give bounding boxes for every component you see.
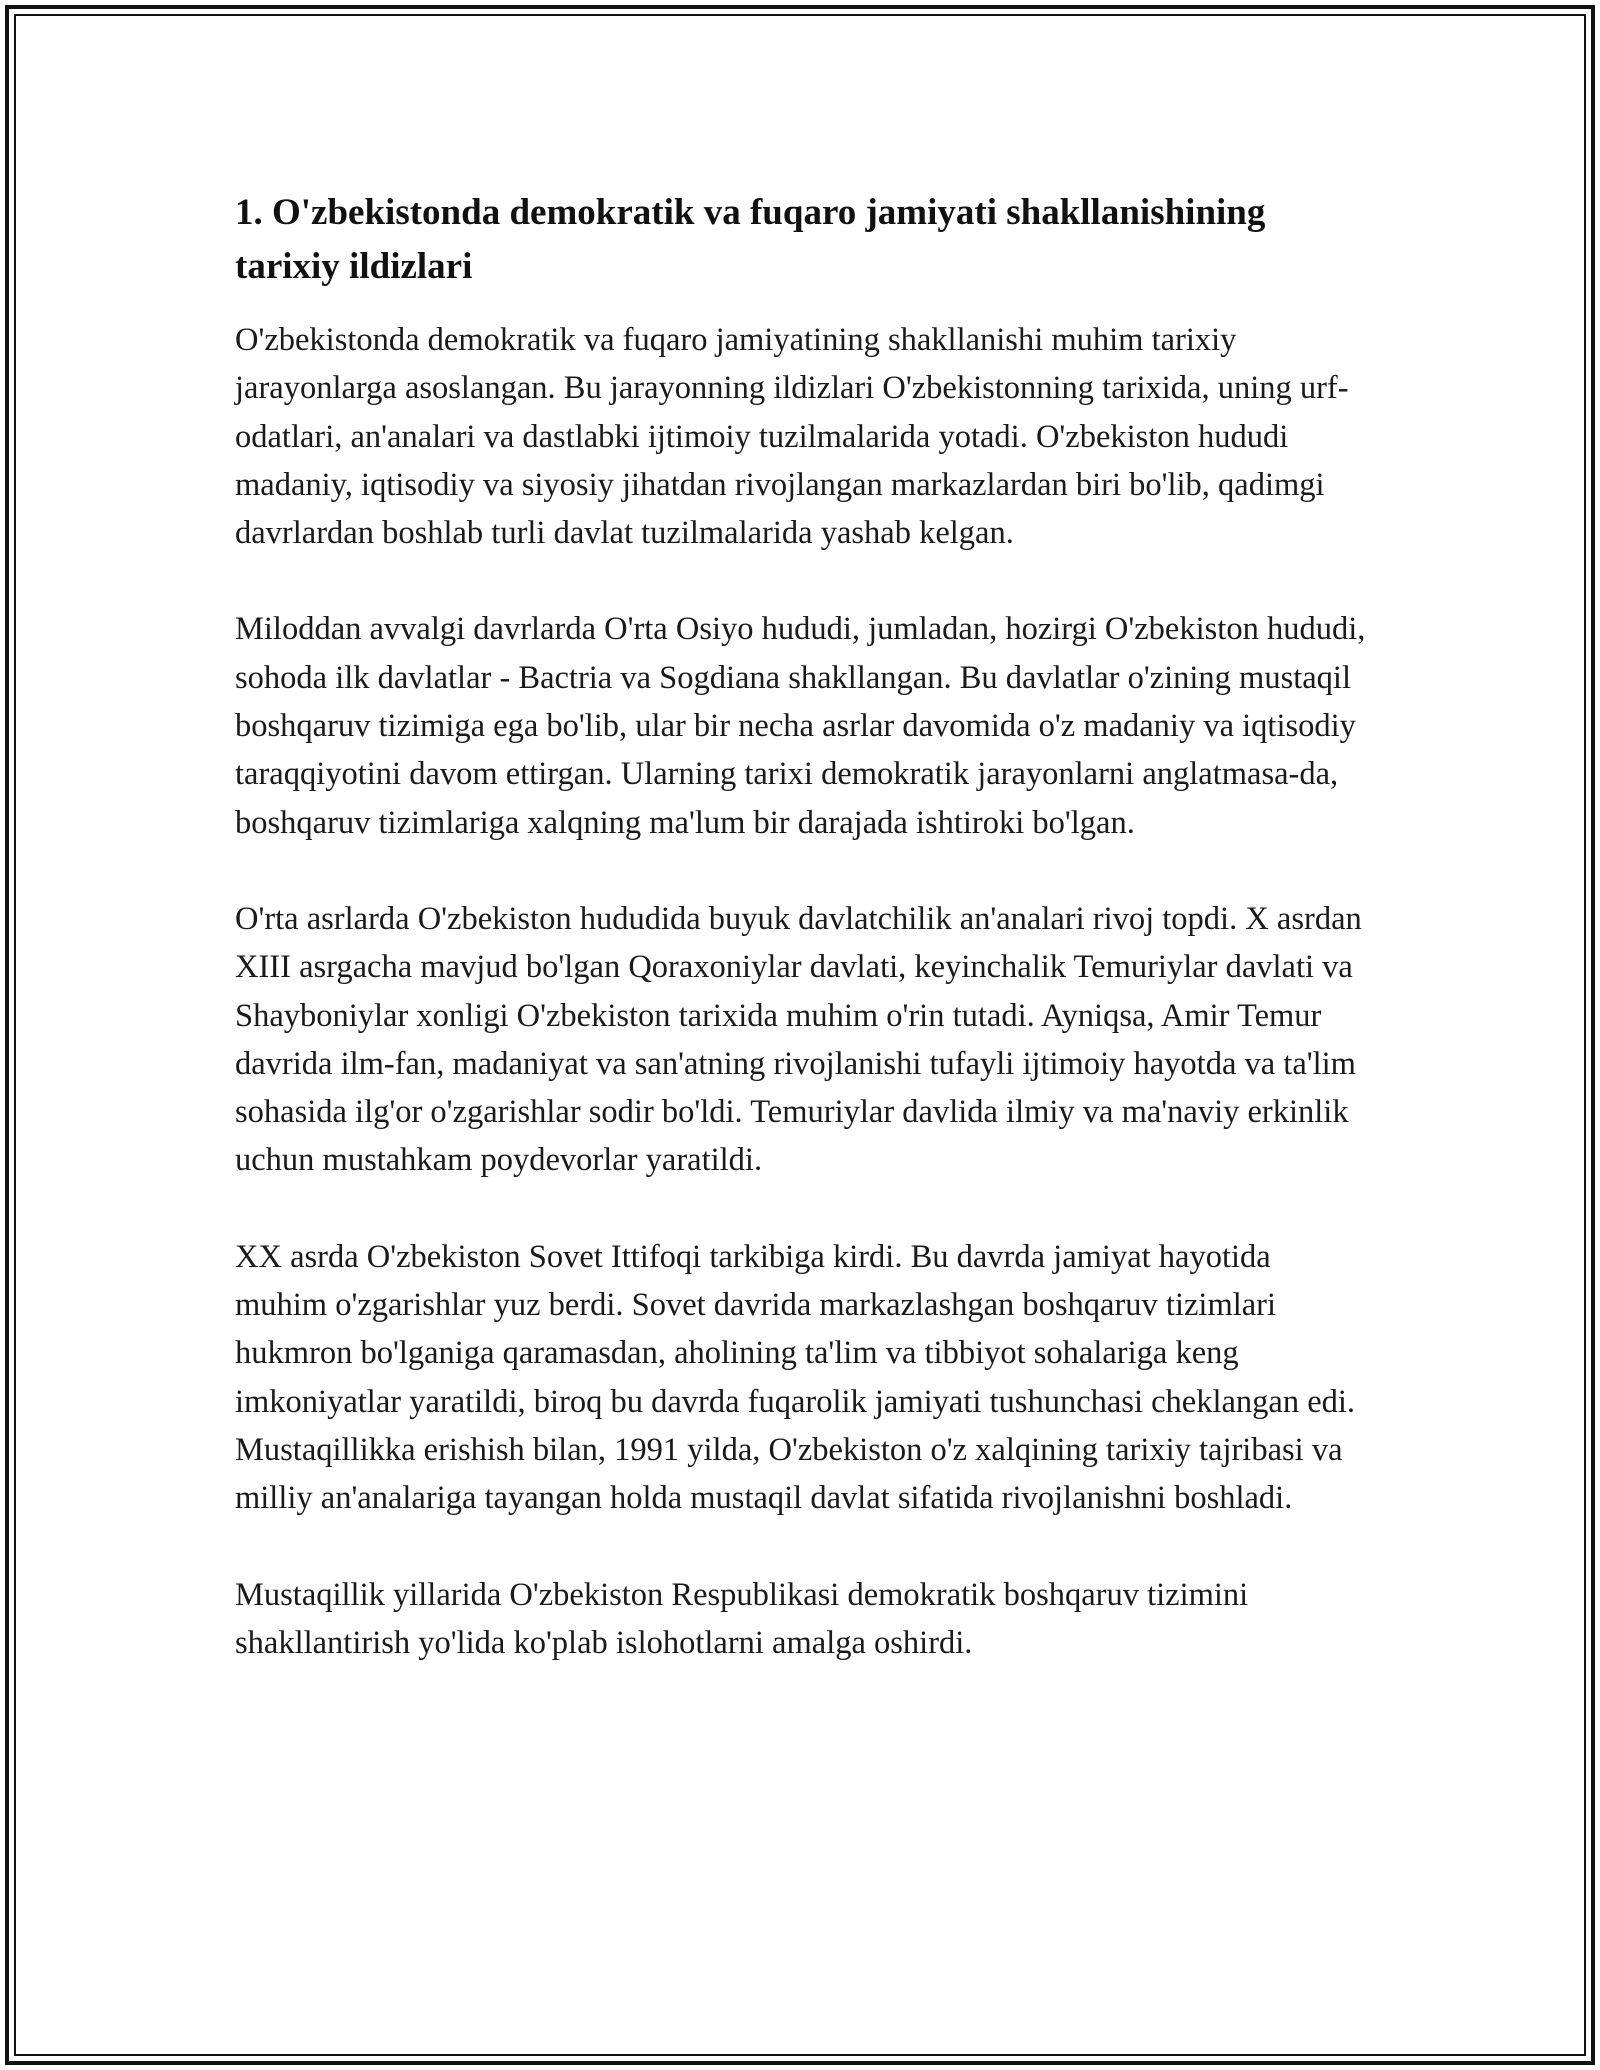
paragraph-3: O'rta asrlarda O'zbekiston hududida buyuk davlatchilik an'analari rivoj topdi. X asrdan XIII asrgacha mavjud bo'lgan Qoraxoniylar davlati, keyinchalik Temuriylar davlati va Shayboniylar xonligi O'zbekiston tarixida muhim o'rin tutadi. Ayniqsa, Amir Temur davrida ilm-fan, madaniyat va san'atning rivojlanishi tufayli ijtimoiy hayotda va ta'lim sohasida ilg'or o'zgarishlar sodir bo'ldi. Temuriylar davlida ilmiy va ma'naviy erkinlik uchun mustahkam poydevorlar yaratildi.: [235, 900, 1362, 1179]
paragraph-4: XX asrda O'zbekiston Sovet Ittifoqi tarkibiga kirdi. Bu davrda jamiyat hayotida muhim o'zgarishlar yuz berdi. Sovet davrida markazlashgan boshqaruv tizimlari hukmron bo'lganiga qaramasdan, aholining ta'lim va tibbiyot sohalariga keng imkoniyatlar yaratildi, biroq bu davrda fuqarolik jamiyati tushunchasi cheklangan edi. Mustaqillikka erishish bilan, 1991 yilda, O'zbekiston o'z xalqining tarixiy tajribasi va milliy an'analariga tayangan holda mustaqil davlat sifatida rivojlanishni boshladi.: [235, 1238, 1356, 1517]
paragraph-5: Mustaqillik yillarida O'zbekiston Respublikasi demokratik boshqaruv tizimini shakllantirish yo'lida ko'plab islohotlarni amalga oshirdi.: [235, 1576, 1249, 1661]
section-title: 1. O'zbekistonda demokratik va fuqaro jamiyati shakllanishining tarixiy ildizlari: [235, 192, 1266, 287]
paragraph-1: O'zbekistonda demokratik va fuqaro jamiyatining shakllanishi muhim tarixiy jarayonlarga asoslangan. Bu jarayonning ildizlari O'zbekistonning tarixida, uning urf-odatlari, an'analari va dastlabki ijtimoiy tuzilmalarida yotadi. O'zbekiston hududi madaniy, iqtisodiy va siyosiy jihatdan rivojlangan markazlardan biri bo'lib, qadimgi davrlardan boshlab turli davlat tuzilmalarida yashab kelgan.: [235, 322, 1349, 552]
document-body: [235, 186, 1370, 1667]
paragraph-2: Miloddan avvalgi davrlarda O'rta Osiyo hududi, jumladan, hozirgi O'zbekiston hududi, sohoda ilk davlatlar - Bactria va Sogdiana shakllangan. Bu davlatlar o'zining mustaqil boshqaruv tizimiga ega bo'lib, ular bir necha asrlar davomida o'z madaniy va iqtisodiy taraqqiyotini davom ettirgan. Ularning tarixi demokratik jarayonlarni anglatmasa-da, boshqaruv tizimlariga xalqning ma'lum bir darajada ishtiroki bo'lgan.: [235, 611, 1366, 841]
